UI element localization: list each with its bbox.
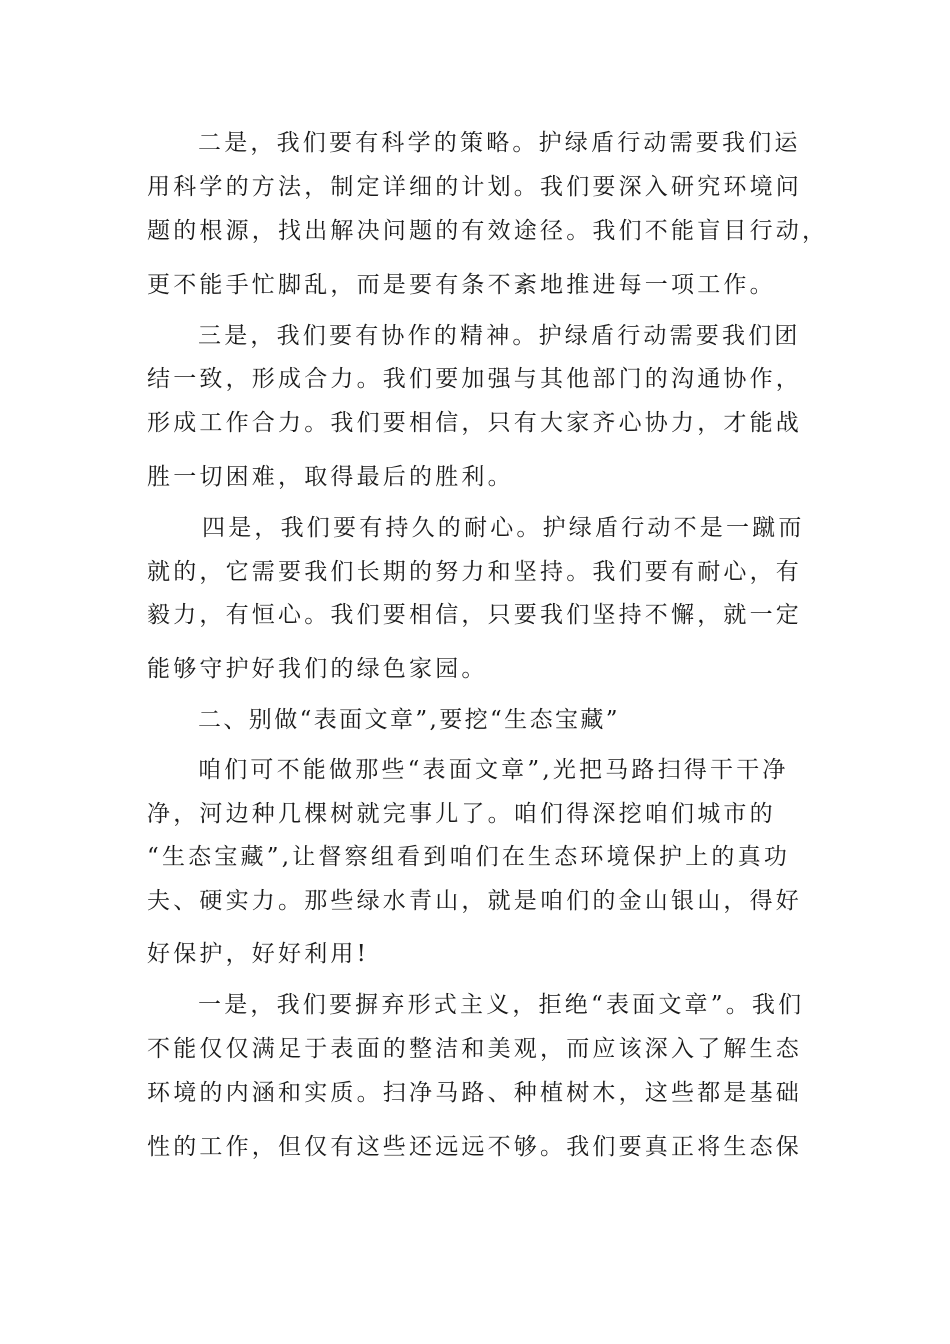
paragraph-2-line-3: 题的根源，找出解决问题的有效途径。我们不能盲目行动， bbox=[147, 218, 829, 244]
paragraph-6-line-4: 性的工作，但仅有这些还远远不够。我们要真正将生态保 bbox=[147, 1134, 802, 1160]
paragraph-2-line-4: 更不能手忙脚乱，而是要有条不紊地推进每一项工作。 bbox=[147, 272, 776, 298]
paragraph-4-line-2: 就的，它需要我们长期的努力和坚持。我们要有耐心，有 bbox=[147, 559, 802, 585]
paragraph-2-line-2: 用科学的方法，制定详细的计划。我们要深入研究环境问 bbox=[147, 174, 802, 200]
paragraph-4-line-3: 毅力，有恒心。我们要相信，只要我们坚持不懈，就一定 bbox=[147, 602, 802, 628]
paragraph-6-line-3: 环境的内涵和实质。扫净马路、种植树木，这些都是基础 bbox=[147, 1080, 802, 1106]
paragraph-5-line-2: 净，河边种几棵树就完事儿了。咱们得深挖咱们城市的 bbox=[147, 801, 776, 827]
paragraph-6-line-2: 不能仅仅满足于表面的整洁和美观，而应该深入了解生态 bbox=[147, 1036, 802, 1062]
paragraph-3-line-4: 胜一切困难，取得最后的胜利。 bbox=[147, 464, 514, 490]
paragraph-4-line-1: 四是，我们要有持久的耐心。护绿盾行动不是一蹴而 bbox=[202, 515, 805, 541]
paragraph-2-line-1: 二是，我们要有科学的策略。护绿盾行动需要我们运 bbox=[198, 130, 801, 156]
paragraph-6-line-1: 一是，我们要摒弃形式主义，拒绝“表面文章”。我们 bbox=[198, 992, 805, 1018]
paragraph-3-line-1: 三是，我们要有协作的精神。护绿盾行动需要我们团 bbox=[198, 323, 801, 349]
paragraph-4-line-4: 能够守护好我们的绿色家园。 bbox=[147, 656, 488, 682]
paragraph-3-line-3: 形成工作合力。我们要相信，只有大家齐心协力，才能战 bbox=[147, 410, 802, 436]
paragraph-5-line-1: 咱们可不能做那些“表面文章”,光把马路扫得干干净 bbox=[198, 757, 789, 783]
paragraph-3-line-2: 结一致，形成合力。我们要加强与其他部门的沟通协作， bbox=[147, 366, 802, 392]
paragraph-5-line-3: “生态宝藏”,让督察组看到咱们在生态环境保护上的真功 bbox=[147, 844, 791, 870]
section-heading: 二、别做“表面文章”,要挖“生态宝藏” bbox=[198, 707, 620, 733]
paragraph-5-line-5: 好保护，好好利用! bbox=[147, 941, 370, 967]
paragraph-5-line-4: 夫、硬实力。那些绿水青山，就是咱们的金山银山，得好 bbox=[147, 888, 802, 914]
